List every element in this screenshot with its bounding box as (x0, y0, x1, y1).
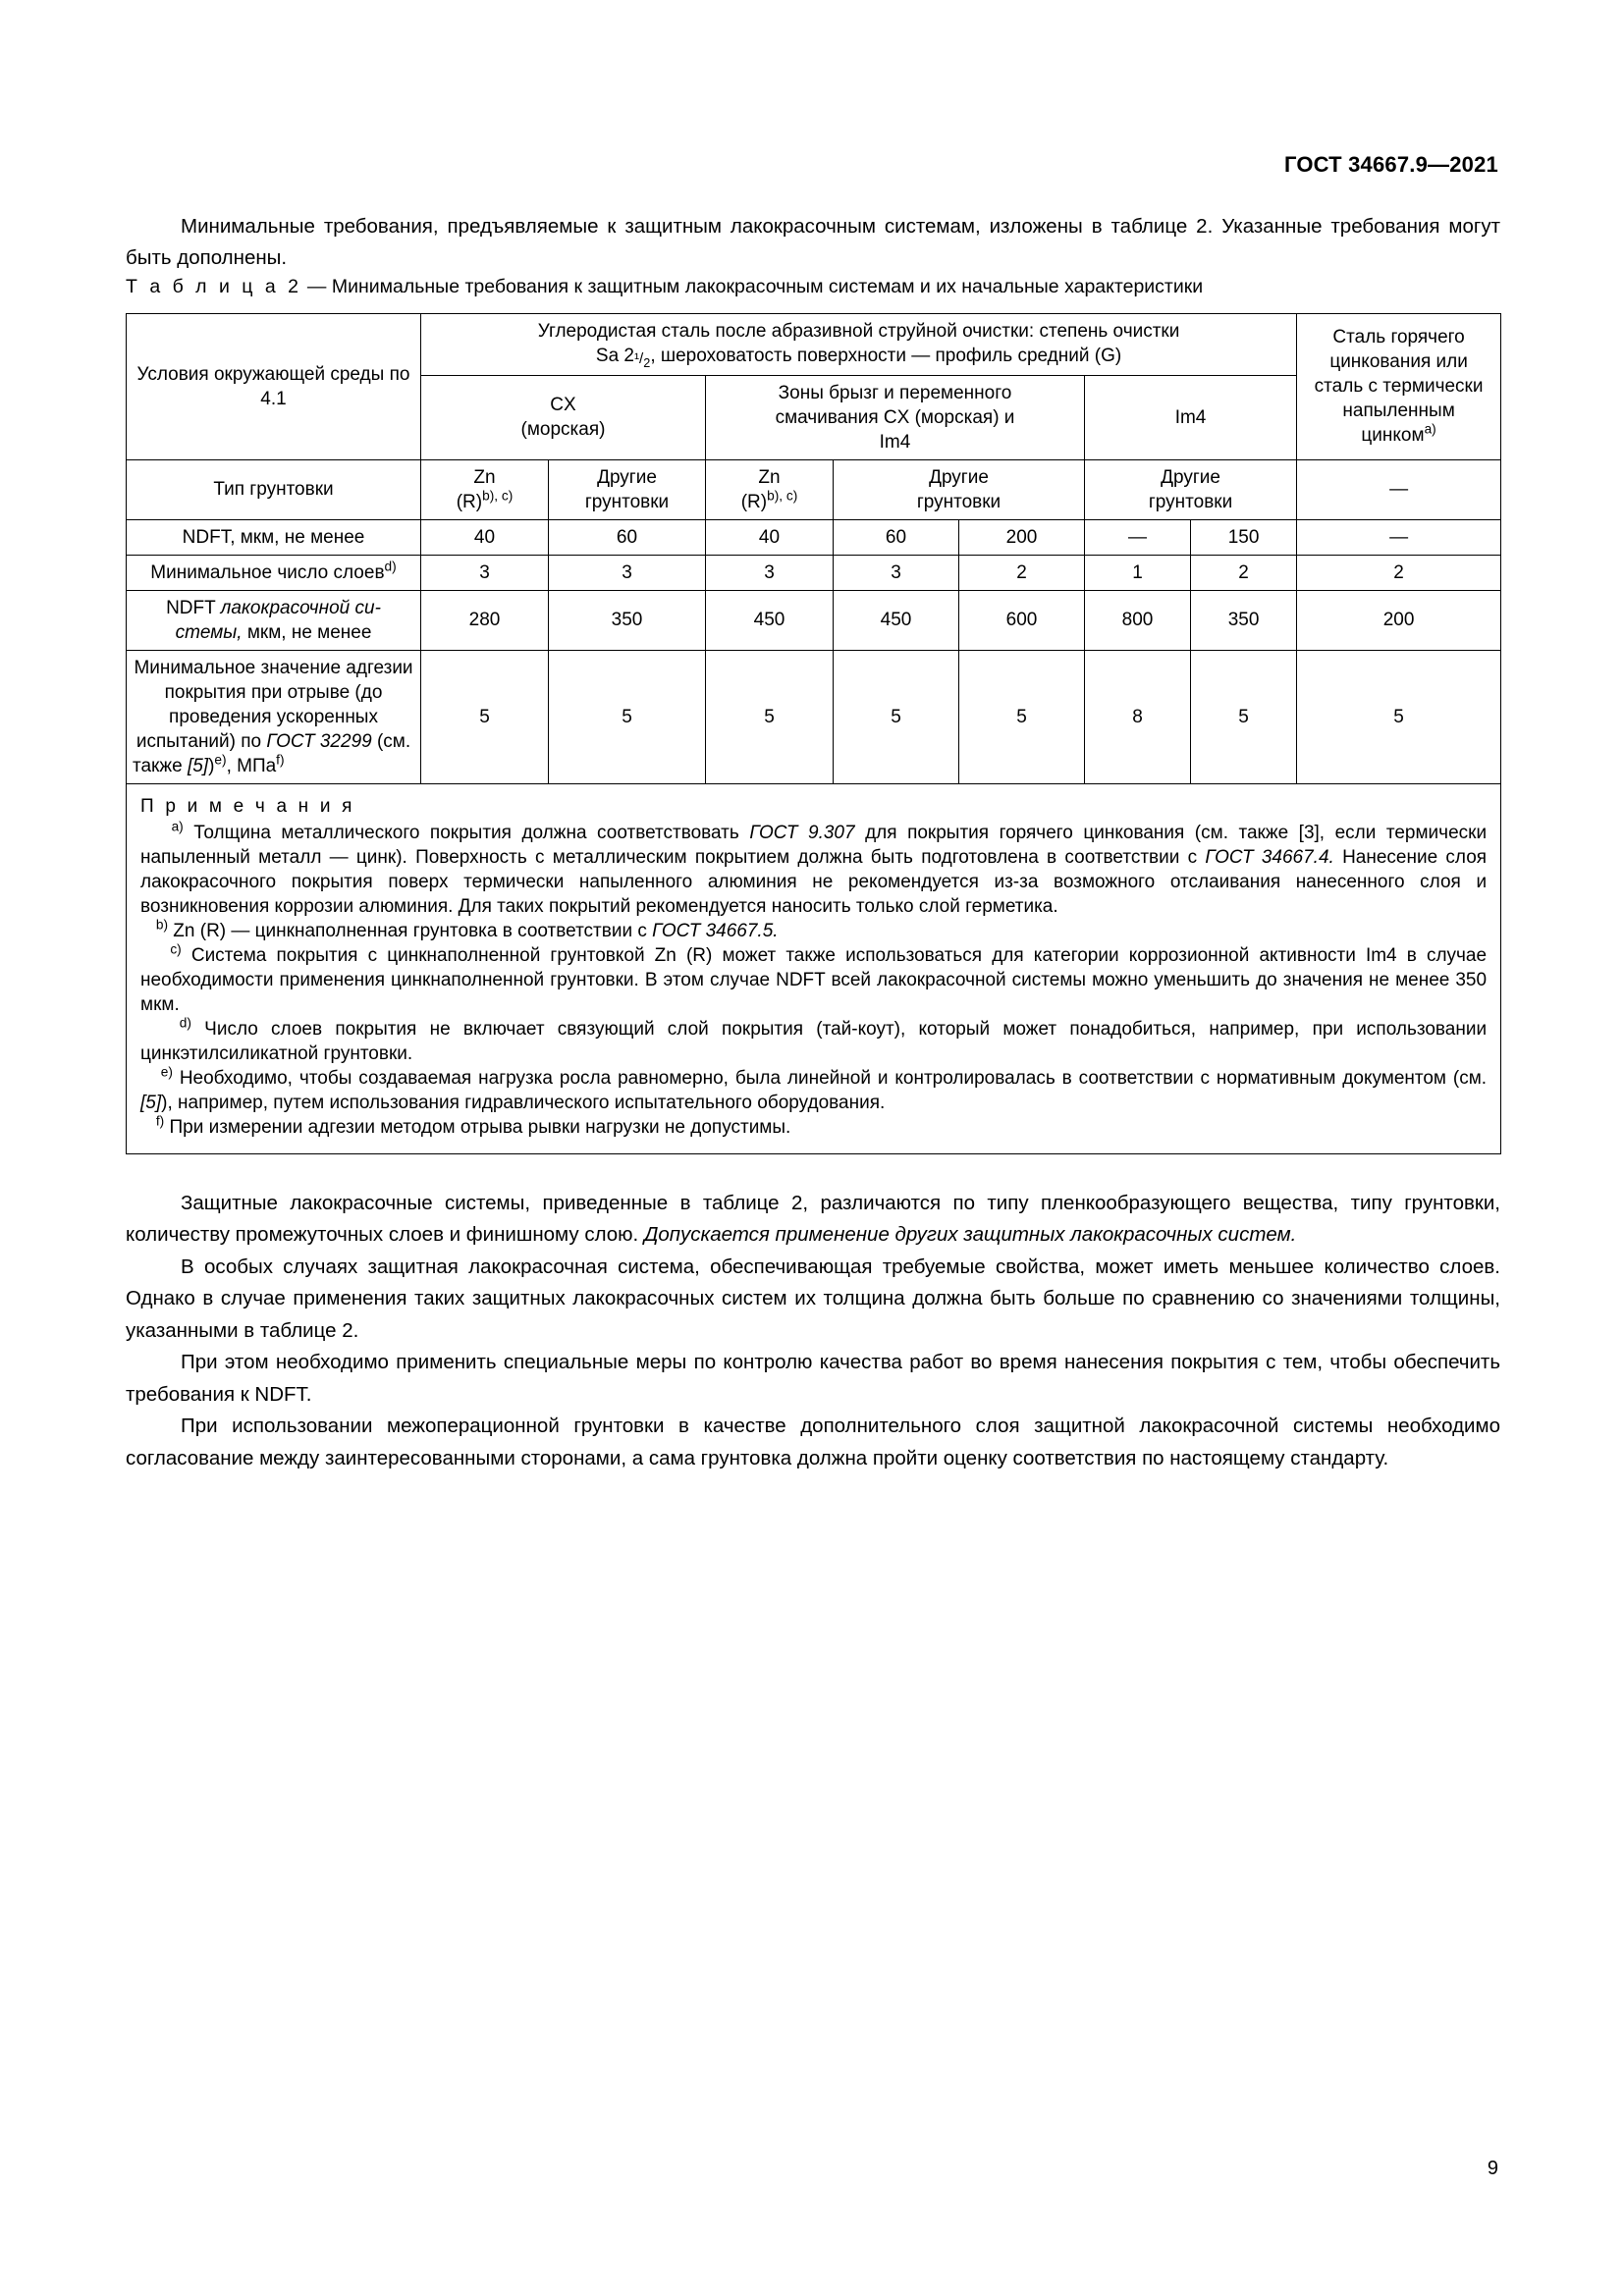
header-carbon-steel: Углеродистая сталь после абразивной струйной очистки: степень очистки Sa $2^1/_2$, шероховатость поверхности — профиль средний (G) (421, 314, 1297, 376)
table-header-row-1 (127, 314, 1501, 376)
note-d: $^{d)}$ Число слоев покрытия не включает связующий слой покрытия (тай-коут), который может понадобиться, например, при использовании цинкэтилсиликатной грунтовки. (140, 1015, 1488, 1064)
cell-layers-7: 2 (1191, 555, 1297, 590)
cell-ndft-2: 60 (549, 519, 706, 555)
cell-layers-8: 2 (1297, 555, 1501, 590)
row-label-primer-type: Тип грунтовки (127, 459, 421, 519)
cell-system-5: 600 (959, 590, 1085, 650)
header-col-splash: Зоны брызг и переменного смачивания CX (морская) и Im4 (706, 375, 1085, 459)
intro-paragraph: Минимальные требования, предъявляемые к защитным лакокрасочным системам, изложены в таблице 2. Указанные требования могут быть дополнены. (126, 215, 1500, 269)
cell-ndft-1: 40 (421, 519, 549, 555)
table-caption-label: Т а б л и ц а 2 (126, 276, 302, 297)
cell-adhesion-7: 5 (1191, 650, 1297, 783)
table-caption (126, 274, 1500, 299)
cell-adhesion-8: 5 (1297, 650, 1501, 783)
table-caption-text: — Минимальные требования к защитным лакокрасочным системам и их начальные характеристики (301, 276, 1204, 297)
note-e: $^{е)}$ Необходимо, чтобы создаваемая нагрузка росла равномерно, была линейной и контролировалась в соответствии с нормативным документом (см. [5]), например, путем использования гидравлического испытательного оборудования. (140, 1064, 1488, 1113)
requirements-table (126, 313, 1501, 1154)
paragraph-4: При использовании межоперационной грунтовки в качестве дополнительного слоя защитной лакокрасочной системы необходимо согласование между заинтересованными сторонами, а сама грунтовка должна пройти оценку соответствия по настоящему стандарту. (126, 1415, 1500, 1469)
page-header-standard: ГОСТ 34667.9—2021 (1283, 152, 1498, 177)
cell-adhesion-4: 5 (834, 650, 959, 783)
row-label-adhesion: Минимальное значение адгезии покрытия при отрыве (до проведения ускоренных испытаний) по ГОСТ 32299 (см. также [5])$^{е)}$, МПа$^{f)}$ (127, 650, 421, 783)
header-col-cx: CX (морская) (421, 375, 706, 459)
cell-system-2: 350 (549, 590, 706, 650)
cell-layers-1: 3 (421, 555, 549, 590)
cell-adhesion-6: 8 (1085, 650, 1191, 783)
table-row-adhesion (127, 650, 1501, 783)
header-galvanized-sup: а) (1424, 422, 1436, 438)
cell-ndft-5: 200 (959, 519, 1085, 555)
row-label-min-layers-sup: d) (384, 559, 397, 574)
note-b: $^{b)}$ Zn (R) — цинкнаполненная грунтовка в соответствии с ГОСТ 34667.5. (155, 917, 779, 941)
table-notes-row (127, 783, 1501, 1153)
cell-ndft-7: 150 (1191, 519, 1297, 555)
table-row-primer-type (127, 459, 1501, 519)
cell-adhesion-3: 5 (706, 650, 834, 783)
row-label-ndft: NDFT, мкм, не менее (127, 519, 421, 555)
note-f: $^{f)}$ При измерении адгезии методом отрыва рывки нагрузки не допустимы. (155, 1113, 791, 1138)
paragraph-2: В особых случаях защитная лакокрасочная система, обеспечивающая требуемые свойства, может иметь меньшее количество слоев. Однако в случае применения таких защитных лакокрасочных систем их толщина должна быть больше по сравнению со значениями толщины, указанными в таблице 2. (126, 1255, 1500, 1342)
cell-system-8: 200 (1297, 590, 1501, 650)
cell-ndft-4: 60 (834, 519, 959, 555)
cell-primer-zn-1: Zn $(R)^{b), c)}$ (421, 459, 549, 519)
notes-title: П р и м е ч а н и я (140, 795, 355, 817)
paragraph-1: Защитные лакокрасочные системы, приведенные в таблице 2, различаются по типу пленкообразующего вещества, типу грунтовки, количеству промежуточных слоев и финишному слою. Допускается применение других защитных лакокрасочных систем. (126, 1191, 1500, 1247)
cell-layers-5: 2 (959, 555, 1085, 590)
cell-adhesion-2: 5 (549, 650, 706, 783)
row-label-min-layers-text: Минимальное число слоев (150, 561, 385, 583)
page-content (126, 211, 1500, 1474)
note-c: $^{c)}$ Система покрытия с цинкнаполненной грунтовкой Zn (R) может также использоваться для категории коррозионной активности Im4 в случае необходимости применения цинкнаполненной грунтовки. В этом случае NDFT всей лакокрасочной системы можно уменьшить до значения не менее 350 мкм. (140, 941, 1488, 1015)
row-label-min-layers (127, 555, 421, 590)
cell-adhesion-5: 5 (959, 650, 1085, 783)
after-table-text (126, 1188, 1500, 1475)
cell-system-6: 800 (1085, 590, 1191, 650)
cell-adhesion-1: 5 (421, 650, 549, 783)
table-row-ndft (127, 519, 1501, 555)
header-galvanized-text: Сталь горячего цинкования или сталь с термически напыленным цинком (1314, 327, 1484, 447)
cell-system-1: 280 (421, 590, 549, 650)
cell-system-7: 350 (1191, 590, 1297, 650)
cell-ndft-8: — (1297, 519, 1501, 555)
header-col-im4: Im4 (1085, 375, 1297, 459)
header-galvanized-steel (1297, 314, 1501, 460)
paragraph-3: При этом необходимо применить специальные меры по контролю качества работ во время нанесения покрытия с тем, чтобы обеспечить требования к NDFT. (126, 1351, 1500, 1406)
cell-primer-other-2: Другие грунтовки (834, 459, 1085, 519)
table-notes (127, 783, 1501, 1153)
cell-layers-4: 3 (834, 555, 959, 590)
cell-system-4: 450 (834, 590, 959, 650)
cell-primer-other-3: Другие грунтовки (1085, 459, 1297, 519)
header-env-conditions: Условия окружающей среды по 4.1 (127, 314, 421, 460)
cell-ndft-6: — (1085, 519, 1191, 555)
table-row-ndft-system (127, 590, 1501, 650)
cell-layers-3: 3 (706, 555, 834, 590)
cell-primer-zn-2: Zn $(R)^{b), c)}$ (706, 459, 834, 519)
cell-primer-other-1: Другие грунтовки (549, 459, 706, 519)
cell-layers-6: 1 (1085, 555, 1191, 590)
cell-ndft-3: 40 (706, 519, 834, 555)
cell-primer-dash: — (1297, 459, 1501, 519)
note-a: $^{а)}$ Толщина металлического покрытия должна соответствовать ГОСТ 9.307 для покрытия горячего цинкования (см. также [3], если термически напыленный металл — цинк). Поверхность с металлическим покрытием должна быть подготовлена в соответствии с ГОСТ 34667.4. Нанесение слоя лакокрасочного покрытия поверх термически напыленного алюминия не рекомендуется из-за возможного отслаивания нанесенного слоя и возникновения коррозии алюминия. Для таких покрытий рекомендуется наносить только слой герметика. (140, 819, 1488, 917)
page-number: 9 (1487, 2158, 1498, 2179)
table-row-min-layers (127, 555, 1501, 590)
cell-layers-2: 3 (549, 555, 706, 590)
row-label-ndft-system: NDFT лакокрасочной си- стемы, мкм, не менее (127, 590, 421, 650)
cell-system-3: 450 (706, 590, 834, 650)
